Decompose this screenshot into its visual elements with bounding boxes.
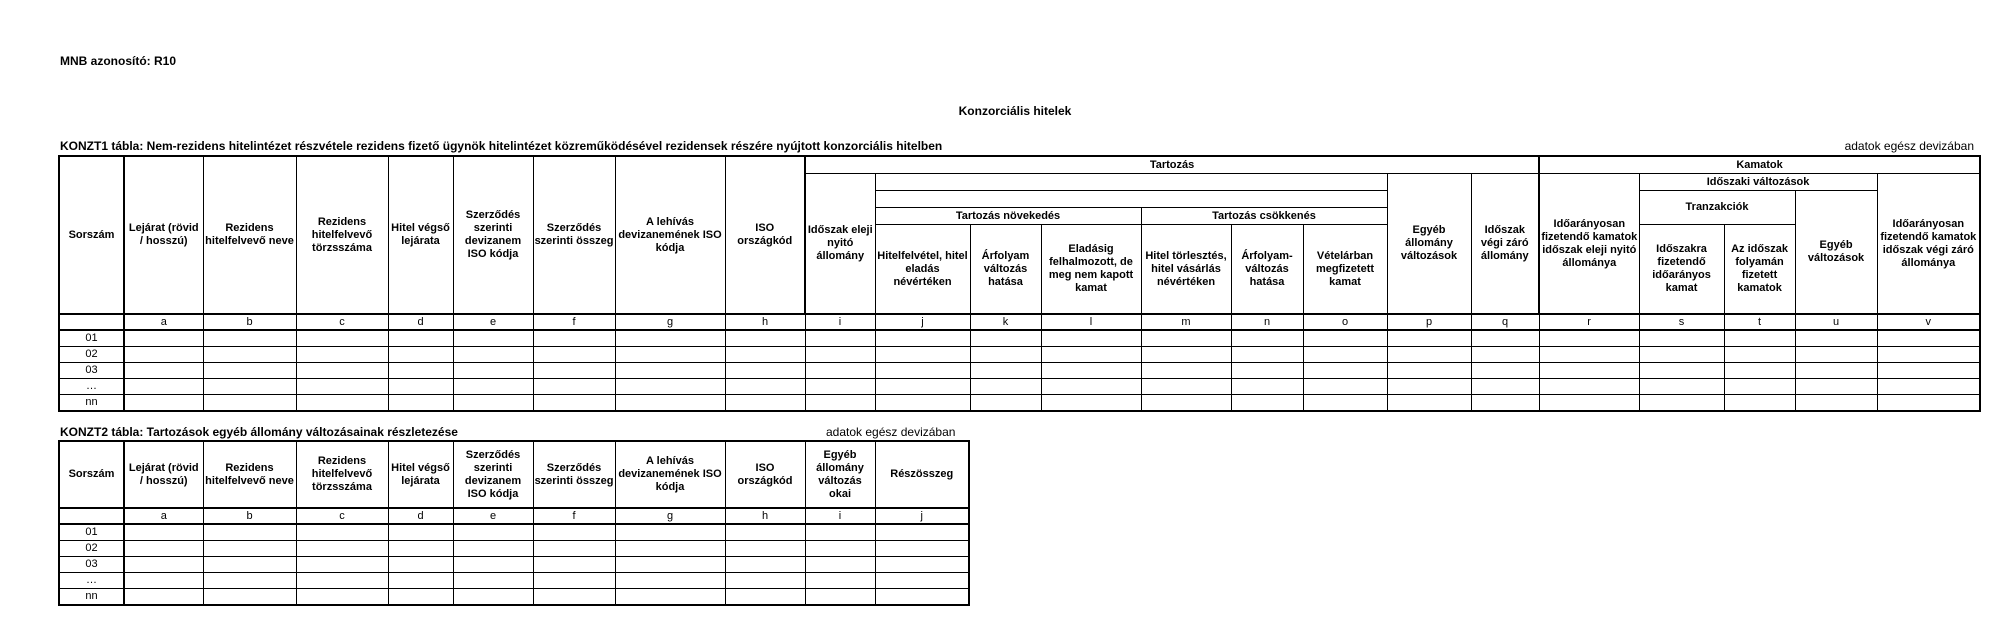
table-row (59, 395, 1980, 412)
data-cell[interactable] (615, 557, 725, 573)
data-cell[interactable] (1724, 363, 1795, 379)
data-cell[interactable] (203, 363, 296, 379)
data-cell[interactable] (805, 395, 875, 412)
row-number: 03 (59, 363, 124, 379)
data-cell[interactable] (388, 541, 453, 557)
blank-header-cell (875, 174, 1387, 191)
data-cell[interactable] (1387, 330, 1471, 347)
table-row (59, 541, 969, 557)
data-cell[interactable] (805, 524, 875, 541)
column-letter: n (1231, 314, 1303, 330)
data-cell[interactable] (124, 363, 203, 379)
data-cell[interactable] (453, 395, 533, 412)
data-cell[interactable] (725, 557, 805, 573)
row-number: 02 (59, 347, 124, 363)
data-cell[interactable] (1471, 379, 1539, 395)
data-cell[interactable] (203, 573, 296, 589)
col-devizanem-iso: Szerződés szerinti devizanem ISO kódja (453, 441, 533, 508)
data-cell[interactable] (615, 395, 725, 412)
row-number: 03 (59, 557, 124, 573)
col-devizanem-iso: Szerződés szerinti devizanem ISO kódja (453, 156, 533, 314)
data-cell[interactable] (805, 541, 875, 557)
data-cell[interactable] (1471, 363, 1539, 379)
column-letter: v (1877, 314, 1980, 330)
blank-header-cell (875, 191, 1387, 208)
data-cell[interactable] (533, 524, 615, 541)
data-cell[interactable] (124, 347, 203, 363)
data-cell[interactable] (388, 379, 453, 395)
data-cell[interactable] (725, 379, 805, 395)
table-row (59, 573, 969, 589)
data-cell[interactable] (805, 573, 875, 589)
col-v-kamat-zaro: Időarányosan fizetendő kamatok időszak végi záró állománya (1877, 174, 1980, 315)
column-letter: k (970, 314, 1041, 330)
data-cell[interactable] (296, 347, 388, 363)
data-cell[interactable] (875, 379, 970, 395)
col-q-zaro: Időszak végi záró állomány (1471, 174, 1539, 315)
data-cell[interactable] (1877, 379, 1980, 395)
col-hitel-lejarat: Hitel végső lejárata (388, 156, 453, 314)
data-cell[interactable] (725, 347, 805, 363)
data-cell[interactable] (1877, 330, 1980, 347)
data-cell[interactable] (725, 363, 805, 379)
data-cell[interactable] (533, 330, 615, 347)
data-cell[interactable] (805, 363, 875, 379)
data-cell[interactable] (203, 395, 296, 412)
data-cell[interactable] (533, 379, 615, 395)
col-s-idoszakra: Időszakra fizetendő időarányos kamat (1639, 225, 1724, 315)
data-cell[interactable] (970, 330, 1041, 347)
data-cell[interactable] (124, 541, 203, 557)
row-number: nn (59, 589, 124, 606)
data-cell[interactable] (453, 347, 533, 363)
row-number: 01 (59, 330, 124, 347)
data-cell[interactable] (453, 379, 533, 395)
data-cell[interactable] (1231, 379, 1303, 395)
data-cell[interactable] (1795, 363, 1877, 379)
group-tartozas: Tartozás (805, 156, 1539, 174)
col-szerzodes-osszeg: Szerződés szerinti összeg (533, 156, 615, 314)
data-cell[interactable] (1041, 363, 1141, 379)
data-cell[interactable] (453, 589, 533, 606)
column-letter: b (203, 508, 296, 524)
data-cell[interactable] (970, 347, 1041, 363)
data-cell[interactable] (388, 363, 453, 379)
column-letter: d (388, 508, 453, 524)
data-cell[interactable] (124, 395, 203, 412)
data-cell[interactable] (875, 395, 970, 412)
data-cell[interactable] (1639, 330, 1724, 347)
data-cell[interactable] (533, 395, 615, 412)
column-letter: l (1041, 314, 1141, 330)
data-cell[interactable] (615, 541, 725, 557)
column-letter: g (615, 314, 725, 330)
data-cell[interactable] (453, 541, 533, 557)
data-cell[interactable] (1141, 347, 1231, 363)
data-cell[interactable] (388, 330, 453, 347)
table-row (59, 557, 969, 573)
col-i-nyito: Időszak eleji nyitó állomány (805, 174, 875, 315)
table-row (59, 379, 1980, 395)
data-cell[interactable] (970, 363, 1041, 379)
page-title: Konzorciális hitelek (958, 104, 1072, 118)
data-cell[interactable] (875, 589, 969, 606)
col-r-kamat-nyito: Időarányosan fizetendő kamatok időszak eleji nyitó állománya (1539, 174, 1639, 315)
col-lejarat: Lejárat (rövid / hosszú) (124, 441, 203, 508)
data-cell[interactable] (1303, 379, 1387, 395)
data-cell[interactable] (533, 541, 615, 557)
data-cell[interactable] (203, 541, 296, 557)
table2-caption: KONZT2 tábla: Tartozások egyéb állomány változásainak részletezése (60, 425, 458, 439)
data-cell[interactable] (805, 347, 875, 363)
data-cell[interactable] (1471, 330, 1539, 347)
data-cell[interactable] (1539, 379, 1639, 395)
table1-caption: KONZT1 tábla: Nem-rezidens hitelintézet részvétele rezidens fizető ügynök hitelintézet közreműködésével rezidensek részére nyújtott konzorciális hitelben (60, 139, 943, 153)
column-letter: c (296, 314, 388, 330)
column-letter: i (805, 314, 875, 330)
row-number: … (59, 379, 124, 395)
col-j-hitelfelvetel: Hitelfelvétel, hitel eladás névértéken (875, 225, 970, 315)
data-cell[interactable] (388, 395, 453, 412)
column-letter: q (1471, 314, 1539, 330)
data-cell[interactable] (875, 573, 969, 589)
data-cell[interactable] (124, 573, 203, 589)
data-cell[interactable] (875, 330, 970, 347)
data-cell[interactable] (1231, 347, 1303, 363)
data-cell[interactable] (1724, 395, 1795, 412)
data-cell[interactable] (1387, 379, 1471, 395)
col-p-egyeb: Egyéb állomány változások (1387, 174, 1471, 315)
data-cell[interactable] (1303, 347, 1387, 363)
data-cell[interactable] (1141, 379, 1231, 395)
data-cell[interactable] (875, 347, 970, 363)
data-cell[interactable] (296, 541, 388, 557)
col-rezidens-nev: Rezidens hitelfelvevő neve (203, 156, 296, 314)
group-tranzakciok: Tranzakciók (1639, 191, 1795, 225)
data-cell[interactable] (1795, 395, 1877, 412)
data-cell[interactable] (1877, 363, 1980, 379)
table2-unit-note: adatok egész devizában (826, 425, 956, 439)
mnb-identifier: MNB azonosító: R10 (60, 54, 177, 68)
column-letter: f (533, 508, 615, 524)
data-cell[interactable] (1041, 379, 1141, 395)
data-cell[interactable] (725, 524, 805, 541)
data-cell[interactable] (124, 379, 203, 395)
konzt2-table (58, 440, 970, 606)
data-cell[interactable] (1724, 379, 1795, 395)
column-letter: d (388, 314, 453, 330)
data-cell[interactable] (1041, 330, 1141, 347)
data-cell[interactable] (1724, 347, 1795, 363)
group-kamatok: Kamatok (1539, 156, 1980, 174)
data-cell[interactable] (1795, 379, 1877, 395)
data-cell[interactable] (725, 573, 805, 589)
row-number: 02 (59, 541, 124, 557)
data-cell[interactable] (296, 573, 388, 589)
column-letter: e (453, 508, 533, 524)
col-rezidens-torzsszam: Rezidens hitelfelvevő törzsszáma (296, 156, 388, 314)
table-row (59, 363, 1980, 379)
table-row (59, 330, 1980, 347)
column-letter: m (1141, 314, 1231, 330)
data-cell[interactable] (805, 557, 875, 573)
col-szerzodes-osszeg: Szerződés szerinti összeg (533, 441, 615, 508)
data-cell[interactable] (615, 347, 725, 363)
data-cell[interactable] (1795, 347, 1877, 363)
column-letter: i (805, 508, 875, 524)
data-cell[interactable] (203, 330, 296, 347)
data-cell[interactable] (725, 395, 805, 412)
column-letter: o (1303, 314, 1387, 330)
data-cell[interactable] (203, 557, 296, 573)
data-cell[interactable] (1471, 347, 1539, 363)
data-cell[interactable] (1231, 363, 1303, 379)
data-cell[interactable] (1303, 395, 1387, 412)
data-cell[interactable] (533, 557, 615, 573)
row-number: … (59, 573, 124, 589)
col-reszosszeg: Részösszeg (875, 441, 969, 508)
data-cell[interactable] (203, 347, 296, 363)
data-cell[interactable] (1387, 363, 1471, 379)
col-hitel-lejarat: Hitel végső lejárata (388, 441, 453, 508)
data-cell[interactable] (615, 363, 725, 379)
data-cell[interactable] (1231, 395, 1303, 412)
column-letter: j (875, 508, 969, 524)
col-orszagkod: ISO országkód (725, 441, 805, 508)
data-cell[interactable] (1639, 347, 1724, 363)
column-letter: b (203, 314, 296, 330)
data-cell[interactable] (970, 395, 1041, 412)
table1-unit-note: adatok egész devizában (1844, 139, 1974, 153)
col-lejarat: Lejárat (rövid / hosszú) (124, 156, 203, 314)
data-cell[interactable] (1539, 330, 1639, 347)
data-cell[interactable] (875, 524, 969, 541)
data-cell[interactable] (1041, 347, 1141, 363)
data-cell[interactable] (453, 573, 533, 589)
group-tartozas-csokkenes: Tartozás csökkenés (1141, 208, 1387, 225)
data-cell[interactable] (1639, 379, 1724, 395)
column-letter: u (1795, 314, 1877, 330)
letter-blank (59, 314, 124, 330)
letter-row (59, 508, 969, 524)
data-cell[interactable] (533, 363, 615, 379)
row-number: nn (59, 395, 124, 412)
letter-row (59, 314, 1980, 330)
data-cell[interactable] (805, 379, 875, 395)
data-cell[interactable] (388, 589, 453, 606)
column-letter: p (1387, 314, 1471, 330)
data-cell[interactable] (1303, 363, 1387, 379)
col-m-torlesztes: Hitel törlesztés, hitel vásárlás névértéken (1141, 225, 1231, 315)
data-cell[interactable] (1041, 395, 1141, 412)
column-letter: j (875, 314, 970, 330)
data-cell[interactable] (1539, 347, 1639, 363)
data-cell[interactable] (1877, 347, 1980, 363)
data-cell[interactable] (533, 347, 615, 363)
data-cell[interactable] (296, 524, 388, 541)
data-cell[interactable] (388, 347, 453, 363)
data-cell[interactable] (725, 541, 805, 557)
col-lehivas-iso: A lehívás devizanemének ISO kódja (615, 441, 725, 508)
col-rezidens-torzsszam: Rezidens hitelfelvevő törzsszáma (296, 441, 388, 508)
col-o-vetelar: Vételárban megfizetett kamat (1303, 225, 1387, 315)
data-cell[interactable] (533, 573, 615, 589)
data-cell[interactable] (615, 524, 725, 541)
konzt1-table (58, 155, 1981, 412)
col-sorszam: Sorszám (59, 156, 124, 314)
group-tartozas-novekedes: Tartozás növekedés (875, 208, 1141, 225)
column-letter: s (1639, 314, 1724, 330)
row-number: 01 (59, 524, 124, 541)
column-letter: g (615, 508, 725, 524)
data-cell[interactable] (615, 330, 725, 347)
data-cell[interactable] (1724, 330, 1795, 347)
data-cell[interactable] (296, 363, 388, 379)
data-cell[interactable] (453, 557, 533, 573)
column-letter: a (124, 508, 203, 524)
data-cell[interactable] (124, 557, 203, 573)
data-cell[interactable] (1795, 330, 1877, 347)
col-rezidens-nev: Rezidens hitelfelvevő neve (203, 441, 296, 508)
data-cell[interactable] (805, 589, 875, 606)
data-cell[interactable] (203, 379, 296, 395)
data-cell[interactable] (1387, 347, 1471, 363)
data-cell[interactable] (875, 363, 970, 379)
data-cell[interactable] (805, 330, 875, 347)
data-cell[interactable] (124, 330, 203, 347)
data-cell[interactable] (453, 363, 533, 379)
data-cell[interactable] (615, 589, 725, 606)
data-cell[interactable] (296, 395, 388, 412)
data-cell[interactable] (124, 589, 203, 606)
data-cell[interactable] (1639, 363, 1724, 379)
data-cell[interactable] (1141, 363, 1231, 379)
data-cell[interactable] (388, 573, 453, 589)
data-cell[interactable] (725, 589, 805, 606)
col-orszagkod: ISO országkód (725, 156, 805, 314)
data-cell[interactable] (1539, 363, 1639, 379)
data-cell[interactable] (533, 589, 615, 606)
data-cell[interactable] (1141, 330, 1231, 347)
data-cell[interactable] (615, 573, 725, 589)
col-l-eladasig: Eladásig felhalmozott, de meg nem kapott kamat (1041, 225, 1141, 315)
data-cell[interactable] (875, 541, 969, 557)
col-sorszam: Sorszám (59, 441, 124, 508)
data-cell[interactable] (725, 330, 805, 347)
data-cell[interactable] (203, 589, 296, 606)
column-letter: h (725, 314, 805, 330)
column-letter: a (124, 314, 203, 330)
data-cell[interactable] (1303, 330, 1387, 347)
data-cell[interactable] (124, 524, 203, 541)
data-cell[interactable] (970, 379, 1041, 395)
table-row (59, 347, 1980, 363)
data-cell[interactable] (388, 524, 453, 541)
data-cell[interactable] (453, 330, 533, 347)
column-letter: r (1539, 314, 1639, 330)
col-egyeb-okai: Egyéb állomány változás okai (805, 441, 875, 508)
data-cell[interactable] (875, 557, 969, 573)
data-cell[interactable] (453, 524, 533, 541)
data-cell[interactable] (1141, 395, 1231, 412)
table-row (59, 589, 969, 606)
group-idoszaki-valtozasok: Időszaki változások (1639, 174, 1877, 191)
data-cell[interactable] (203, 524, 296, 541)
column-letter: t (1724, 314, 1795, 330)
column-letter: h (725, 508, 805, 524)
data-cell[interactable] (1639, 395, 1724, 412)
table-row (59, 524, 969, 541)
data-cell[interactable] (296, 330, 388, 347)
column-letter: c (296, 508, 388, 524)
data-cell[interactable] (1231, 330, 1303, 347)
col-n-arfolyam: Árfolyam-változás hatása (1231, 225, 1303, 315)
data-cell[interactable] (1471, 395, 1539, 412)
data-cell[interactable] (1387, 395, 1471, 412)
letter-blank (59, 508, 124, 524)
col-t-fizetett: Az időszak folyamán fizetett kamatok (1724, 225, 1795, 315)
data-cell[interactable] (296, 379, 388, 395)
data-cell[interactable] (388, 557, 453, 573)
data-cell[interactable] (1877, 395, 1980, 412)
data-cell[interactable] (615, 379, 725, 395)
data-cell[interactable] (296, 589, 388, 606)
data-cell[interactable] (296, 557, 388, 573)
col-lehivas-iso: A lehívás devizanemének ISO kódja (615, 156, 725, 314)
col-u-egyeb: Egyéb változások (1795, 191, 1877, 315)
data-cell[interactable] (1539, 395, 1639, 412)
column-letter: f (533, 314, 615, 330)
column-letter: e (453, 314, 533, 330)
col-k-arfolyam: Árfolyam változás hatása (970, 225, 1041, 315)
